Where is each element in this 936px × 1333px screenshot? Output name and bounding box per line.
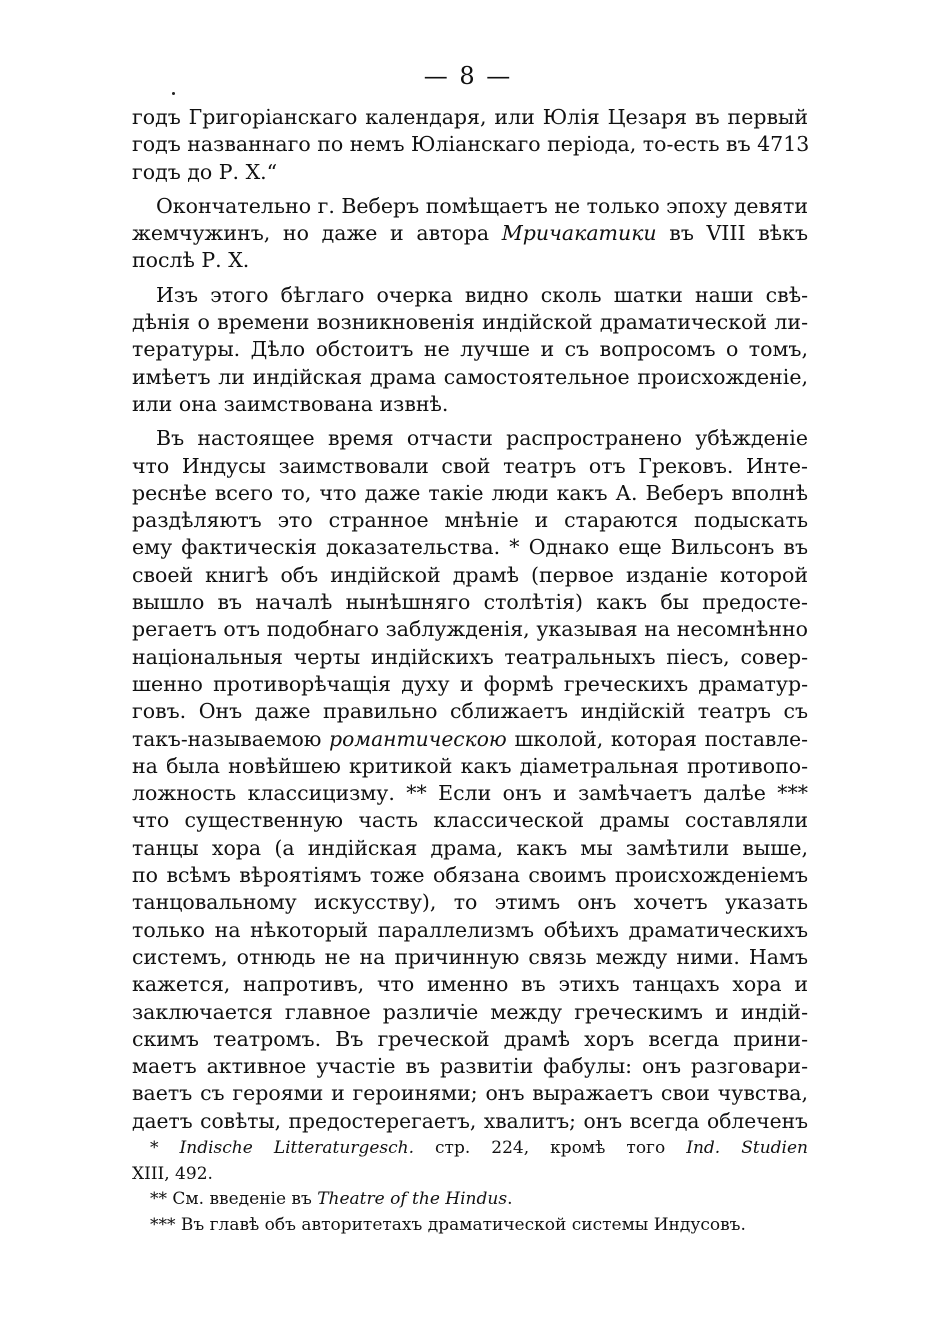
text-line: дѣнія о времени возникновенія индійской драматической ли- — [132, 310, 808, 335]
text-line: скимъ театромъ. Въ греческой драмѣ хоръ всегда прини- — [132, 1026, 808, 1051]
text-line: тературы. Дѣло обстоитъ не лучше и съ вопросомъ о томъ, — [132, 337, 808, 362]
footnote-line — [132, 1136, 808, 1162]
text-segment: въ VIII вѣкъ — [656, 221, 808, 246]
text-line: Въ настоящее время отчасти распространено убѣжденіе — [156, 426, 808, 451]
text-line: маетъ активное участіе въ развитіи фабулы: онъ разговари- — [132, 1054, 808, 1079]
paragraph — [132, 104, 808, 186]
footnote-marker-text: * — [150, 1138, 180, 1158]
text-line: по всѣмъ вѣроятіямъ тоже обязана своимъ происхожденіемъ — [132, 863, 808, 888]
text-line: только на нѣкоторый параллелизмъ обѣихъ драматическихъ — [132, 917, 808, 942]
text-segment: . — [507, 1189, 513, 1209]
text-line: регаетъ отъ подобнаго заблужденія, указывая на несомнѣнно — [132, 617, 808, 642]
text-line — [132, 220, 808, 247]
text-line: имѣетъ ли индійская драма самостоятельное происхожденіе, — [132, 364, 808, 389]
text-line: что существенную часть классической драмы составляли — [132, 808, 808, 833]
text-line: заключается главное различіе между греческимъ и индій- — [132, 999, 808, 1024]
text-line: раздѣляютъ это странное мнѣніе и стараются подыскать — [132, 508, 808, 533]
italic-title: Ind. Studien — [686, 1138, 808, 1158]
text-line: ложность классицизму. ** Если онъ и замѣчаетъ далѣе *** — [132, 781, 808, 806]
text-line: танцовальному искусству), то этимъ онъ хочетъ указать — [132, 890, 808, 915]
italic-title: Indische Litteraturgesch. — [179, 1138, 414, 1158]
text-line: системъ, отнюдь не на причинную связь между ними. Намъ — [132, 944, 808, 969]
italic-title: Мричакатики — [501, 221, 657, 246]
text-line: ваетъ съ героями и героинями; онъ выражаетъ свои чувства, — [132, 1081, 808, 1106]
paragraph — [132, 193, 808, 275]
text-line: танцы хора (а индійская драма, какъ мы замѣтили выше, — [132, 835, 808, 860]
page-number: — 8 — — [423, 62, 513, 90]
text-line: даетъ совѣты, предостерегаетъ, хвалитъ; онъ всегда облеченъ — [132, 1108, 808, 1133]
body-text — [132, 104, 808, 1142]
text-line: годъ до Р. Х.“ — [132, 159, 278, 184]
footnote-line — [132, 1187, 808, 1213]
text-line: реснѣе всего то, что даже такіе люди какъ А. Веберъ вполнѣ — [132, 480, 808, 505]
italic-term: романтическою — [329, 726, 507, 751]
text-line: кажется, напротивъ, что именно въ этихъ танцахъ хора и — [132, 972, 808, 997]
text-line: своей книгѣ объ индійской драмѣ (первое изданіе которой — [132, 562, 808, 587]
paragraph — [132, 282, 808, 418]
text-segment: стр. 224, кромѣ того — [413, 1138, 687, 1158]
text-line: Изъ этого бѣглаго очерка видно сколь шатки наши свѣ- — [156, 282, 808, 307]
footnote-marker-text: ** См. введеніе въ — [150, 1189, 318, 1209]
text-line: годъ названнаго по немъ Юліанскаго періода, то-есть въ 4713 — [132, 132, 810, 157]
text-line: на была новѣйшею критикой какъ діаметральная противопо- — [132, 753, 808, 778]
text-line: національныя черты индійскихъ театральныхъ піесъ, совер- — [132, 644, 808, 669]
text-segment: школой, которая поставле- — [506, 726, 808, 751]
text-line: послѣ Р. Х. — [132, 248, 250, 273]
footnote-line: *** Въ главѣ объ авторитетахъ драматической системы Индусовъ. — [150, 1214, 746, 1235]
text-line: вышло въ началѣ нынѣшняго столѣтія) какъ бы предосте- — [132, 590, 808, 615]
footnote-line: XIII, 492. — [132, 1163, 213, 1184]
text-line: или она заимствована извнѣ. — [132, 391, 449, 416]
text-line — [132, 726, 808, 753]
text-line: Окончательно г. Веберъ помѣщаетъ не только эпоху девяти — [156, 193, 809, 218]
text-line: говъ. Онъ даже правильно сближаетъ индійскій театръ съ — [132, 699, 808, 724]
paragraph — [132, 425, 808, 1135]
text-line: шенно противорѣчащія духу и формѣ греческихъ драматур- — [132, 671, 808, 696]
text-segment: жемчужинъ, но даже и автора — [132, 221, 502, 246]
text-line: годъ Григоріанскаго календаря, или Юлія Цезаря въ первый — [132, 105, 808, 129]
text-segment: такъ-называемою — [132, 726, 330, 751]
text-line: ему фактическія доказательства. * Однако еще Вильсонъ въ — [132, 535, 808, 560]
ink-speck — [172, 92, 175, 95]
footnotes — [132, 1136, 808, 1238]
italic-title: Theatre of the Hindus — [317, 1189, 508, 1209]
text-line: что Индусы заимствовали свой театръ отъ Грековъ. Инте- — [132, 453, 808, 478]
